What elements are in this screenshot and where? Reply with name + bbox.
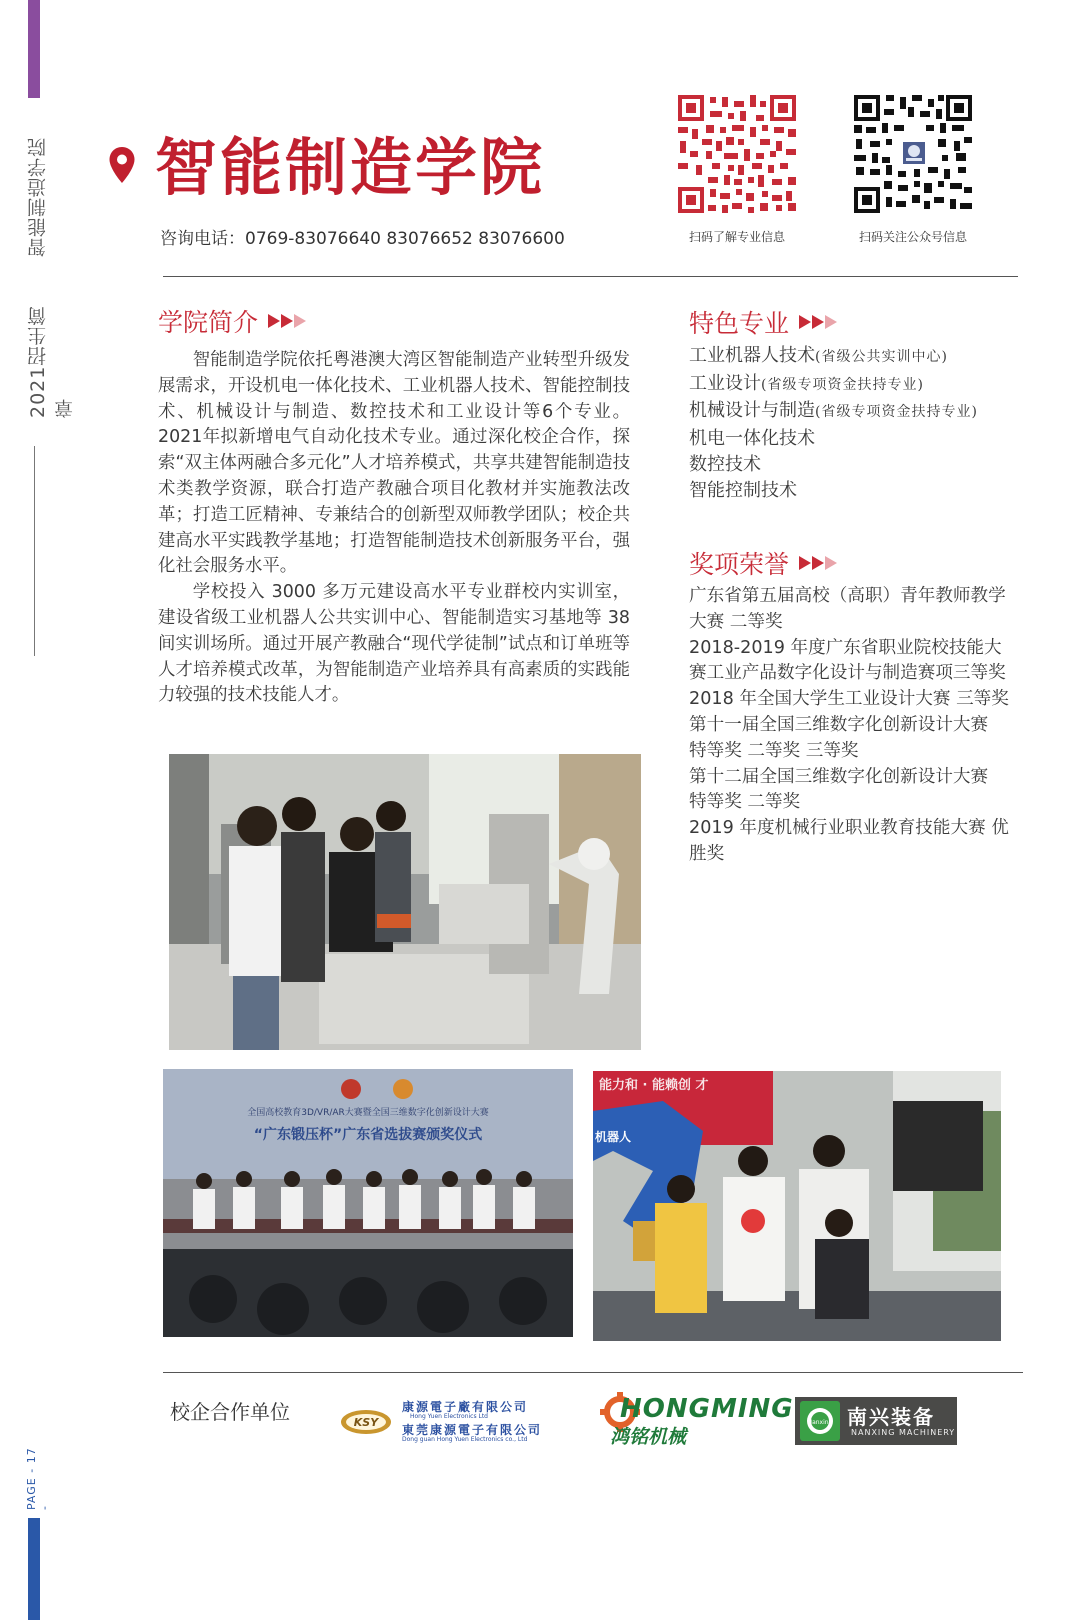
qr-code-icon: [852, 93, 974, 215]
ksy-logo-icon: [340, 1404, 392, 1440]
svg-text:KSY: KSY: [353, 1416, 379, 1429]
list-item: [689, 343, 1059, 371]
intro-heading-label: 学院简介: [158, 308, 259, 337]
sidebar-college-name: 智能制造学院: [27, 137, 49, 257]
hongming-name-en: HONGMING: [620, 1394, 794, 1424]
awards-list: [689, 584, 1009, 868]
majors-heading-label: 特色专业: [689, 309, 790, 338]
sidebar-divider: [34, 446, 35, 656]
consult-phone: 咨询电话：0769-83076640 83076652 83076600: [160, 229, 565, 249]
list-item: [689, 398, 1059, 426]
award-ceremony-photo: [163, 1069, 573, 1337]
qr-code-majors[interactable]: [676, 93, 798, 215]
location-pin-icon: [108, 146, 136, 184]
list-item: 广东省第五届高校（高职）青年教师教学大赛 二等奖: [689, 586, 1006, 632]
qr-caption-wechat: 扫码关注公众号信息: [858, 230, 967, 244]
svg-text:Nanxing: Nanxing: [807, 1419, 833, 1426]
heading-arrows-icon: [799, 315, 837, 329]
sidebar-brochure-title: 2021招生简章: [27, 305, 76, 418]
nanxing-name-cn: 南兴装备: [847, 1405, 935, 1429]
ksy-name-en: Hong Yuen Electronics Ltd: [410, 1413, 488, 1420]
major-note: (省级专项资金扶持专业): [761, 376, 924, 393]
qr-caption-majors: 扫码了解专业信息: [688, 230, 785, 244]
list-item: 第十一届全国三维数字化创新设计大赛 特等奖 二等奖 三等奖: [689, 714, 989, 761]
list-item: 2018 年全国大学生工业设计大赛 三等奖: [689, 689, 1009, 710]
partner-logo-ksy: [340, 1396, 560, 1446]
partner-logo-hongming: [590, 1390, 794, 1448]
intro-heading: [158, 303, 306, 339]
awards-heading: [689, 545, 837, 581]
qr-code-wechat[interactable]: [852, 93, 974, 215]
header-divider: [163, 276, 1018, 277]
list-item: [689, 452, 1059, 478]
major-name: 机电一体化技术: [689, 428, 815, 450]
major-name: 机械设计与制造: [689, 400, 815, 422]
sidebar-accent-bottom: [28, 1518, 40, 1620]
heading-arrows-icon: [799, 556, 837, 570]
intro-paragraph: 学校投入 3000 多万元建设高水平专业群校内实训室，建设省级工业机器人公共实训中心、智能制造实习基地等 38 间实训场所。通过开展产教融合“现代学徒制”试点和订单班等人才培养模式改革，为智能制造产业培养具有高素质的实践能力较强的技术技能人才。: [158, 582, 630, 706]
intro-paragraph: 智能制造学院依托粤港澳大湾区智能制造产业转型升级发展需求，开设机电一体化技术、工业机器人技术、智能控制技术、机械设计与制造、数控技术和工业设计等6个专业。2021年拟新增电气自动化技术专业。通过深化校企合作，探索“双主体两融合多元化”人才培养模式，共享共建智能制造技术类教学资源，联合打造产教融合项目化教材并实施教法改革；打造工匠精神、专兼结合的创新型双师教学团队；校企共建高水平实践教学基地；打造智能制造技术创新服务平台，强化社会服务水平。: [158, 350, 630, 577]
banner-line-2: “广东锻压杯”广东省选拔赛颁奖仪式: [253, 1127, 483, 1143]
partners-label: 校企合作单位: [170, 1400, 290, 1424]
nanxing-emblem-icon: [800, 1401, 840, 1441]
major-name: 智能控制技术: [689, 479, 797, 501]
lab-training-photo: [169, 754, 641, 1050]
intro-text: [158, 348, 630, 709]
major-note: (省级专项资金扶持专业): [815, 404, 978, 421]
major-name: 工业机器人技术: [689, 345, 815, 366]
partner-logo-nanxing: [795, 1397, 957, 1445]
list-item: 2018-2019 年度广东省职业院校技能大赛工业产品数字化设计与制造赛项三等奖: [689, 637, 1006, 684]
page-number: PAGE - 17 -: [25, 1447, 51, 1510]
list-item: [689, 478, 1059, 504]
majors-heading: [689, 304, 837, 340]
robot-side-label: 机器人: [595, 1130, 632, 1144]
list-item: [689, 426, 1059, 452]
page-title: 智能制造学院: [155, 131, 546, 204]
major-note: (省级公共实训中心): [815, 349, 948, 365]
awards-heading-label: 奖项荣誉: [689, 550, 790, 579]
ksy-name-en-2: Dong guan Hong Yuen Electronics co., Ltd: [402, 1436, 528, 1443]
banner-line-1: 全国高校教育3D/VR/AR大赛暨全国三维数字化创新设计大赛: [247, 1108, 489, 1118]
list-item: [689, 371, 1059, 399]
heading-arrows-icon: [268, 314, 306, 328]
qr-code-icon: [676, 93, 798, 215]
sidebar-accent-top: [28, 0, 40, 98]
footer-divider: [163, 1372, 1023, 1373]
robot-banner-text: 能力和 · 能赖创 才: [599, 1078, 709, 1093]
ksy-name-cn-2: 東莞康源電子有限公司: [402, 1423, 543, 1437]
majors-list: [689, 343, 1059, 503]
list-item: 第十二届全国三维数字化创新设计大赛 特等奖 二等奖: [689, 766, 989, 813]
robot-students-photo: [593, 1071, 1001, 1341]
nanxing-name-en: NANXING MACHINERY: [851, 1428, 956, 1437]
hongming-name-cn: 鸿铭机械: [610, 1426, 687, 1448]
ksy-name-cn: 康源電子廠有限公司: [402, 1400, 529, 1414]
list-item: 2019 年度机械行业职业教育技能大赛 优胜奖: [689, 818, 1009, 864]
major-name: 工业设计: [689, 372, 761, 394]
major-name: 数控技术: [689, 453, 761, 475]
